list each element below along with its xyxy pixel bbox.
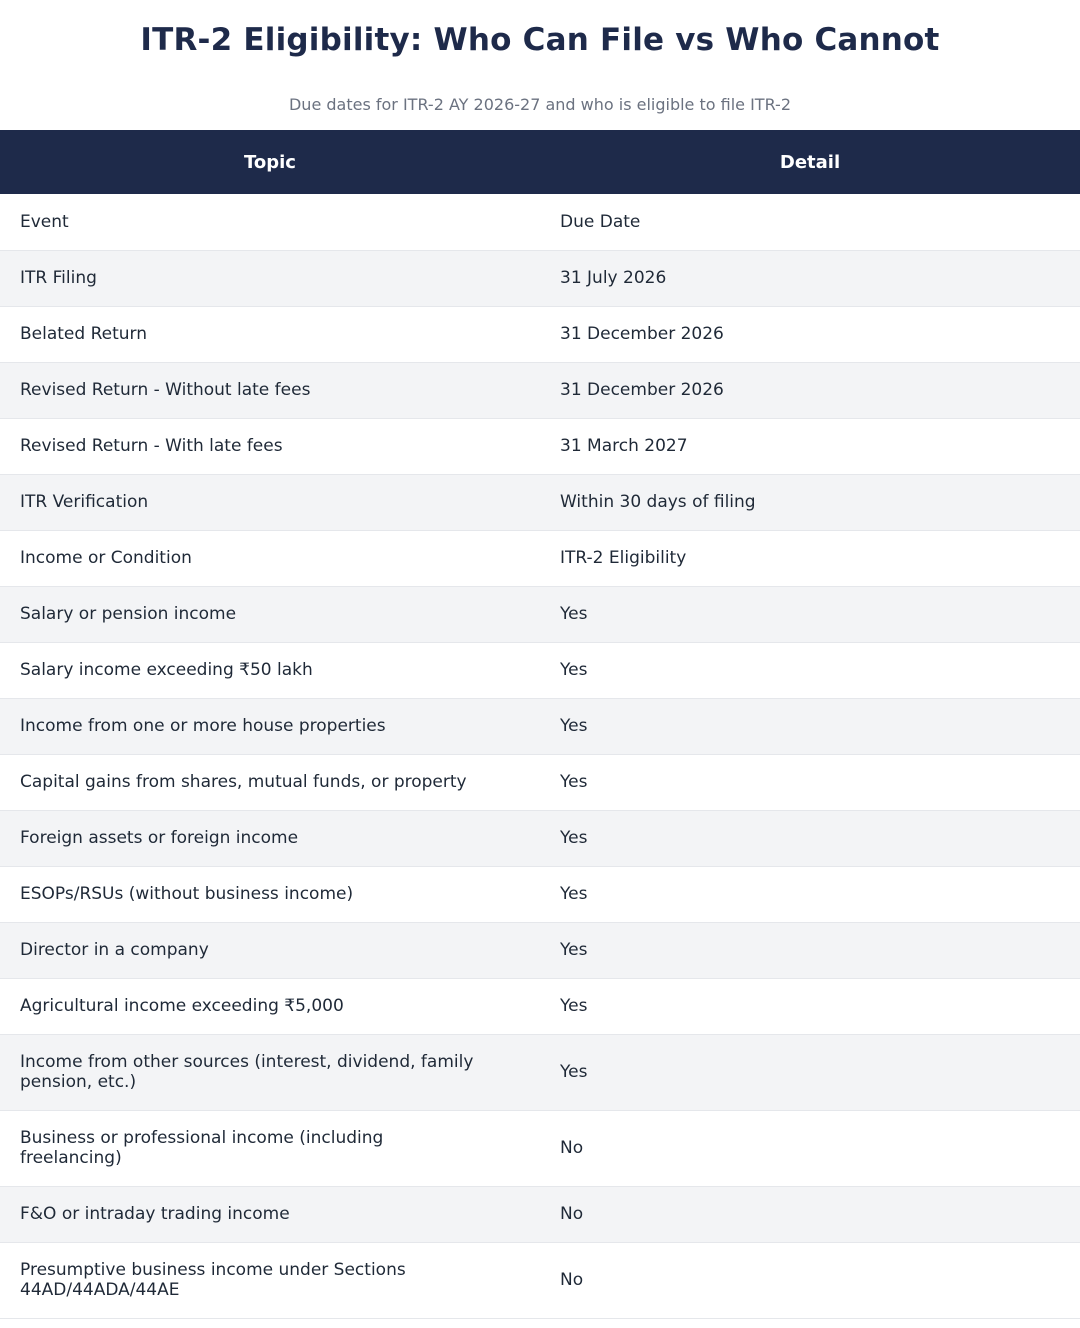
row-topic-cell: Presumptive business income under Sections 44AD/44ADA/44AE [20, 1260, 406, 1300]
table-header [0, 130, 1080, 194]
eligibility-table [0, 130, 1080, 1319]
row-detail-cell: Yes [560, 772, 588, 792]
table-row [0, 866, 1080, 922]
row-detail-cell: No [560, 1204, 584, 1224]
table-row [0, 530, 1080, 586]
row-detail-cell: Yes [560, 996, 588, 1016]
row-topic-cell: Foreign assets or foreign income [20, 828, 299, 848]
row-topic-cell: Capital gains from shares, mutual funds, or property [20, 772, 467, 792]
row-detail-cell: 31 December 2026 [560, 380, 724, 400]
table-row [0, 306, 1080, 362]
table-row [0, 1034, 1080, 1110]
row-detail-cell: Yes [560, 1062, 588, 1082]
table-header-row [0, 130, 1080, 194]
page-title: ITR-2 Eligibility: Who Can File vs Who Cannot [140, 22, 940, 58]
row-topic-cell: Salary or pension income [20, 604, 237, 624]
row-detail-cell: Yes [560, 940, 588, 960]
table-row [0, 642, 1080, 698]
table-row [0, 978, 1080, 1034]
row-topic-cell: ITR Verification [20, 492, 149, 512]
column-header-detail: Detail [779, 151, 841, 173]
row-topic-cell: Income or Condition [20, 548, 192, 568]
column-header-topic: Topic [244, 151, 296, 173]
row-topic-cell: Revised Return - Without late fees [20, 380, 311, 400]
row-detail-cell: Yes [560, 716, 588, 736]
row-topic-cell: Salary income exceeding ₹50 lakh [20, 660, 313, 680]
row-topic-cell: ITR Filing [20, 268, 97, 288]
row-detail-cell: Yes [560, 884, 588, 904]
row-topic-cell: Income from other sources (interest, dividend, family pension, etc.) [20, 1052, 474, 1092]
table-row [0, 754, 1080, 810]
row-detail-cell: Within 30 days of filing [560, 492, 756, 512]
row-topic-cell: Revised Return - With late fees [20, 436, 283, 456]
row-detail-cell: 31 March 2027 [560, 436, 688, 456]
row-detail-cell: ITR-2 Eligibility [560, 548, 687, 568]
table-row [0, 698, 1080, 754]
row-detail-cell: Yes [560, 828, 588, 848]
row-detail-cell: 31 July 2026 [560, 268, 667, 288]
row-topic-cell: F&O or intraday trading income [20, 1204, 290, 1224]
row-topic-cell: ESOPs/RSUs (without business income) [20, 884, 354, 904]
row-detail-cell: Yes [560, 660, 588, 680]
row-topic-cell: Director in a company [20, 940, 209, 960]
table-row [0, 586, 1080, 642]
table-row [0, 1186, 1080, 1242]
row-detail-cell: Yes [560, 604, 588, 624]
table-row [0, 1242, 1080, 1318]
row-topic-cell: Income from one or more house properties [20, 716, 386, 736]
table-row [0, 1110, 1080, 1186]
table-row [0, 362, 1080, 418]
table-row [0, 922, 1080, 978]
row-topic-cell: Agricultural income exceeding ₹5,000 [20, 996, 344, 1016]
table-row [0, 810, 1080, 866]
row-detail-cell: Due Date [560, 211, 641, 232]
table-row [0, 474, 1080, 530]
row-topic-cell: Business or professional income (including freelancing) [20, 1128, 384, 1168]
row-topic-cell: Belated Return [20, 324, 147, 344]
row-topic-cell: Event [20, 211, 69, 232]
table-row [0, 418, 1080, 474]
table-row [0, 194, 1080, 250]
row-detail-cell: No [560, 1138, 584, 1158]
row-detail-cell: 31 December 2026 [560, 324, 724, 344]
table-row [0, 250, 1080, 306]
row-detail-cell: No [560, 1270, 584, 1290]
page-subtitle: Due dates for ITR-2 AY 2026-27 and who is eligible to file ITR-2 [288, 95, 791, 114]
table-body [0, 194, 1080, 1318]
